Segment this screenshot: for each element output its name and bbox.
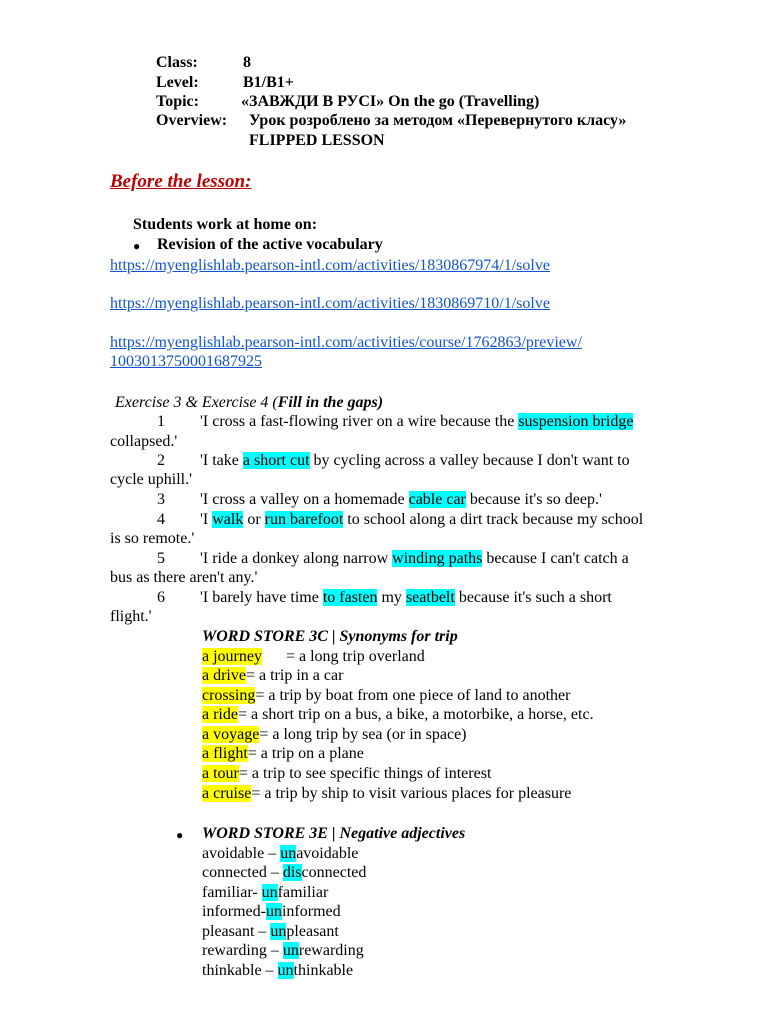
ws3e-item: pleasant – unpleasant	[202, 923, 339, 940]
bullet-dot-icon: ●	[176, 828, 184, 842]
answer-highlight: run barefoot	[264, 511, 344, 528]
vocab-link-3a[interactable]: https://myenglishlab.pearson-intl.com/activities/course/1762863/preview/	[110, 334, 582, 351]
answer-highlight: suspension bridge	[518, 413, 634, 430]
exercise-title-bold: Fill in the gaps)	[277, 394, 384, 411]
ws3c-item: a cruise= a trip by ship to visit various places for pleasure	[202, 785, 572, 802]
class-row	[156, 53, 251, 72]
exercise-title-plain: Exercise 3 & Exercise 4 (	[115, 394, 278, 411]
answer-highlight: cable car	[408, 491, 466, 508]
exercise-item-6: 'I barely have time to fasten my seatbelt because it's such a short	[200, 589, 612, 606]
overview-label: Overview:	[156, 112, 228, 129]
exercise-number-6: 6	[157, 589, 165, 606]
vocab-link-3b[interactable]: 1003013750001687925	[110, 353, 262, 370]
exercise-item-3: 'I cross a valley on a homemade cable car because it's so deep.'	[200, 491, 602, 508]
ws3e-item: avoidable – unavoidable	[202, 845, 359, 862]
bullet-dot-icon: ●	[133, 239, 141, 253]
answer-highlight: to fasten	[322, 589, 378, 606]
exercise-title	[115, 393, 383, 412]
overview-value: Урок розроблено за методом «Перевернутого класу»	[249, 112, 627, 129]
vocab-link-1[interactable]: https://myenglishlab.pearson-intl.com/activities/1830867974/1/solve	[110, 257, 550, 274]
exercise-number-2: 2	[157, 452, 165, 469]
students-intro: Students work at home on:	[133, 216, 318, 233]
exercise-item-1-cont: collapsed.'	[110, 433, 178, 450]
exercise-item-4-cont: is so remote.'	[110, 530, 195, 547]
before-lesson-heading: Before the lesson:	[110, 171, 252, 192]
exercise-number-1: 1	[157, 413, 165, 430]
ws3c-item: a journey = a long trip overland	[202, 648, 425, 665]
exercise-item-4: 'I walk or run barefoot to school along a dirt track because my school	[200, 511, 644, 528]
exercise-item-5-cont: bus as there aren't any.'	[110, 569, 258, 586]
ws3c-item: a tour= a trip to see specific things of interest	[202, 765, 492, 782]
ws3c-item: a drive= a trip in a car	[202, 667, 344, 684]
topic-value: «ЗАВЖДИ В РУСІ» On the go (Travelling)	[241, 93, 540, 110]
level-value: B1/B1+	[243, 74, 294, 91]
exercise-number-5: 5	[157, 550, 165, 567]
level-label: Level:	[156, 74, 199, 91]
ws3e-item: thinkable – unthinkable	[202, 962, 354, 979]
topic-label: Topic:	[156, 93, 199, 110]
exercise-item-5: 'I ride a donkey along narrow winding paths because I can't catch a	[200, 550, 629, 567]
exercise-item-2-cont: cycle uphill.'	[110, 471, 192, 488]
word-store-3e-title: WORD STORE 3E | Negative adjectives	[202, 825, 466, 842]
ws3e-item: informed-uninformed	[202, 903, 341, 920]
class-value: 8	[243, 54, 251, 71]
answer-highlight: seatbelt	[405, 589, 455, 606]
class-label: Class:	[156, 54, 198, 71]
vocab-link-2[interactable]: https://myenglishlab.pearson-intl.com/activities/1830869710/1/solve	[110, 295, 550, 312]
ws3c-item: a ride= a short trip on a bus, a bike, a motorbike, a horse, etc.	[202, 706, 594, 723]
exercise-number-3: 3	[157, 491, 165, 508]
answer-highlight: a short cut	[242, 452, 310, 469]
ws3e-item: rewarding – unrewarding	[202, 942, 364, 959]
ws3c-item: a flight= a trip on a plane	[202, 745, 364, 762]
flipped-lesson: FLIPPED LESSON	[249, 132, 385, 149]
ws3e-item: connected – disconnected	[202, 864, 367, 881]
topic-row	[156, 92, 540, 111]
ws3c-item: a voyage= a long trip by sea (or in space)	[202, 726, 467, 743]
answer-highlight: winding paths	[392, 550, 483, 567]
level-row	[156, 73, 294, 92]
exercise-item-2: 'I take a short cut by cycling across a valley because I don't want to	[200, 452, 630, 469]
ws3c-item: crossing= a trip by boat from one piece of land to another	[202, 687, 571, 704]
revision-bullet: Revision of the active vocabulary	[157, 236, 383, 253]
overview-row	[156, 111, 627, 130]
exercise-number-4: 4	[157, 511, 165, 528]
ws3e-item: familiar- unfamiliar	[202, 884, 329, 901]
word-store-3c-title: WORD STORE 3C | Synonyms for trip	[202, 628, 458, 645]
exercise-item-6-cont: flight.'	[110, 608, 152, 625]
answer-highlight: walk	[212, 511, 244, 528]
exercise-item-1: 'I cross a fast-flowing river on a wire because the suspension bridge	[200, 413, 634, 430]
